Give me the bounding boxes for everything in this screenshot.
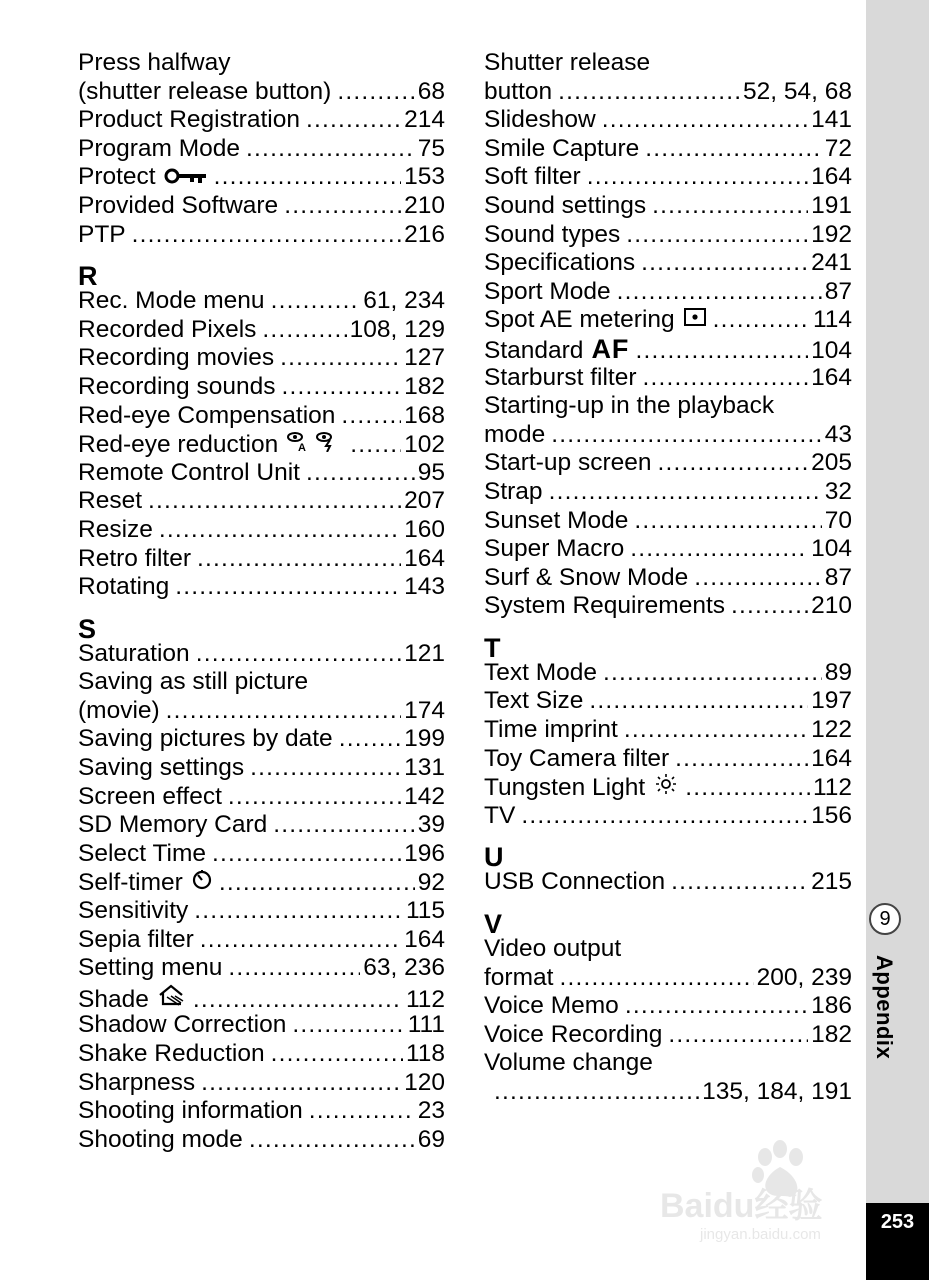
index-entry-label: Text Mode <box>484 658 598 686</box>
index-entry-label: Starburst filter <box>484 363 637 391</box>
index-entry-page: 196 <box>404 839 445 867</box>
index-entry-red-eye-compensation <box>78 402 445 431</box>
index-entry-recording-movies <box>78 344 445 373</box>
index-entry-red-eye-reduction <box>78 430 445 459</box>
index-entry-label: Shooting information <box>78 1097 303 1125</box>
index-entry-sound-types <box>484 221 852 250</box>
index-entry-product-registration <box>78 106 445 135</box>
index-entry-protect <box>78 163 445 192</box>
index-entry-page: 191 <box>811 191 852 219</box>
index-entry-page: 131 <box>404 754 445 782</box>
dot-leader <box>589 687 808 716</box>
index-entry-label: Rotating <box>78 573 170 601</box>
tungsten-light-icon <box>653 773 679 803</box>
index-entry-page: 63, 236 <box>363 954 445 982</box>
page-number: 253 <box>866 1203 929 1280</box>
index-entry-shadow-correction <box>78 1011 445 1040</box>
index-entry-page: 102 <box>404 431 445 459</box>
index-entry-page: 115 <box>405 897 445 925</box>
dot-leader <box>641 249 808 278</box>
dot-leader <box>603 659 822 688</box>
index-entry-shake-reduction <box>78 1040 445 1069</box>
dot-leader <box>228 783 401 812</box>
dot-leader <box>350 431 401 460</box>
index-entry-page: 95 <box>417 458 445 486</box>
index-entry-page: 216 <box>404 220 445 248</box>
index-entry-page: 23 <box>417 1097 445 1125</box>
index-entry-page: 186 <box>811 992 852 1020</box>
index-entry-sensitivity <box>78 897 445 926</box>
index-entry-label-line: Saving as still picture <box>78 668 309 696</box>
index-column-left <box>78 49 445 1154</box>
index-entry-page: 52, 54, 68 <box>743 77 852 105</box>
index-entry-page: 241 <box>811 249 852 277</box>
index-entry-page: 120 <box>404 1068 445 1096</box>
af-icon: AF <box>591 333 630 364</box>
index-entry-slideshow <box>484 106 852 135</box>
index-entry-label: Shade <box>78 985 149 1013</box>
dot-leader <box>214 163 401 192</box>
dot-leader <box>196 640 401 669</box>
index-entry-label: Spot AE metering <box>484 306 675 334</box>
index-entry-page: 164 <box>811 744 852 772</box>
dot-leader <box>200 926 401 955</box>
dot-leader <box>521 802 808 831</box>
index-column-right <box>484 49 852 1107</box>
index-entry-label-line: Volume change <box>484 1049 653 1077</box>
index-entry-label: (shutter release button) <box>78 77 332 105</box>
dot-leader <box>671 868 808 897</box>
index-entry-start-up-screen <box>484 449 852 478</box>
index-entry-label: Saving pictures by date <box>78 725 333 753</box>
index-entry-page: 112 <box>812 774 852 802</box>
index-entry-page: 164 <box>811 163 852 191</box>
dot-leader <box>685 774 810 803</box>
index-entry-volume-change <box>484 1078 852 1107</box>
index-entry-setting-menu <box>78 954 445 983</box>
index-entry-label: Recorded Pixels <box>78 315 257 343</box>
dot-leader <box>148 487 401 516</box>
dot-leader <box>175 573 401 602</box>
dot-leader <box>337 78 414 107</box>
index-entry-sunset-mode <box>484 507 852 536</box>
section-letter-s: S <box>78 613 97 644</box>
index-entry-recorded-pixels <box>78 316 445 345</box>
index-entry-voice-memo <box>484 992 852 1021</box>
watermark-url: jingyan.baidu.com <box>700 1226 821 1243</box>
index-entry-page: 104 <box>811 336 852 364</box>
index-entry-label-line: Video output <box>484 935 622 963</box>
index-entry-strap <box>484 478 852 507</box>
index-entry-label: Time imprint <box>484 716 618 744</box>
index-entry-time-imprint <box>484 716 852 745</box>
index-entry-soft-filter <box>484 163 852 192</box>
index-entry-label: Smile Capture <box>484 134 640 162</box>
section-letter-v: V <box>484 909 503 940</box>
dot-leader <box>634 507 821 536</box>
index-entry-label: Slideshow <box>484 106 596 134</box>
dot-leader <box>250 754 401 783</box>
index-entry-page: 43 <box>824 420 852 448</box>
red-eye-flash-icon <box>286 430 344 460</box>
index-entry-label: mode <box>484 420 546 448</box>
index-entry-page: 127 <box>404 344 445 372</box>
index-entry-page: 68 <box>417 77 445 105</box>
index-entry-label: Sound types <box>484 220 621 248</box>
index-entry-label: Sound settings <box>484 191 647 219</box>
dot-leader <box>132 221 401 250</box>
index-entry-label-line: Starting-up in the playback <box>484 392 775 420</box>
index-entry-tv <box>484 802 852 831</box>
index-entry-format <box>484 964 852 993</box>
index-entry-label: Self-timer <box>78 869 183 897</box>
index-entry-label: Soft filter <box>484 163 581 191</box>
dot-leader <box>166 697 401 726</box>
chapter-number-badge: 9 <box>869 903 901 935</box>
dot-leader <box>280 344 401 373</box>
dot-leader <box>731 592 808 621</box>
index-entry-page: 197 <box>811 687 852 715</box>
index-entry-page: 156 <box>811 801 852 829</box>
index-entry-page: 164 <box>404 925 445 953</box>
dot-leader <box>219 869 415 898</box>
index-entry-label: Sensitivity <box>78 897 189 925</box>
dot-leader <box>197 545 401 574</box>
index-entry-shooting-information <box>78 1097 445 1126</box>
dot-leader <box>549 478 822 507</box>
index-entry-mode <box>484 421 852 450</box>
index-entry-remote-control-unit <box>78 459 445 488</box>
index-entry-button <box>484 78 852 107</box>
index-entry-label: Product Registration <box>78 106 300 134</box>
dot-leader <box>558 78 740 107</box>
dot-leader <box>675 745 808 774</box>
index-entry-label: Recording movies <box>78 344 275 372</box>
index-entry-page: 199 <box>404 725 445 753</box>
dot-leader <box>668 1021 808 1050</box>
index-entry-label: Start-up screen <box>484 449 652 477</box>
index-entry-label: Resize <box>78 515 153 543</box>
index-entry-label: Remote Control Unit <box>78 458 300 486</box>
index-entry-label: Recording sounds <box>78 372 276 400</box>
dot-leader <box>626 221 808 250</box>
spot-metering-icon <box>683 306 707 335</box>
index-entry-retro-filter <box>78 545 445 574</box>
index-entry-page: 61, 234 <box>363 287 445 315</box>
index-entry-label: Protect <box>78 163 156 191</box>
index-entry-label: button <box>484 77 553 105</box>
index-entry-page: 114 <box>812 306 852 334</box>
index-entry-label: Specifications <box>484 249 636 277</box>
dot-leader <box>630 535 808 564</box>
index-entry-shutter-release-button <box>78 78 445 107</box>
dot-leader <box>212 840 401 869</box>
index-entry-page: 112 <box>405 985 445 1013</box>
index-entry-ptp <box>78 221 445 250</box>
index-entry-sport-mode <box>484 278 852 307</box>
dot-leader <box>159 516 401 545</box>
index-entry-label: Saving settings <box>78 754 245 782</box>
index-entry-label: Text Size <box>484 687 584 715</box>
index-entry-label: Reset <box>78 487 143 515</box>
chapter-sidebar <box>866 0 929 1280</box>
index-entry-sepia-filter <box>78 926 445 955</box>
index-entry-reset <box>78 487 445 516</box>
index-entry-label: Shake Reduction <box>78 1040 265 1067</box>
baidu-watermark-logo <box>660 1135 870 1245</box>
index-entry-super-macro <box>484 535 852 564</box>
dot-leader <box>494 1078 699 1107</box>
index-entry-label: Red-eye Compensation <box>78 401 336 429</box>
chapter-label: Appendix <box>872 955 897 1060</box>
dot-leader <box>658 449 809 478</box>
dot-leader <box>339 725 401 754</box>
index-entry-label: Super Macro <box>484 535 625 563</box>
index-entry-label: SD Memory Card <box>78 811 268 839</box>
dot-leader <box>617 278 822 307</box>
index-entry-label: Program Mode <box>78 134 241 162</box>
dot-leader <box>713 306 810 335</box>
index-entry-page: 122 <box>811 716 852 744</box>
index-entry-movie <box>78 697 445 726</box>
dot-leader <box>559 964 753 993</box>
index-entry-tungsten-light <box>484 773 852 802</box>
index-entry-label: Shadow Correction <box>78 1011 287 1039</box>
index-entry-label: Surf & Snow Mode <box>484 563 689 591</box>
index-entry-label: USB Connection <box>484 868 666 896</box>
index-entry-text-mode <box>484 659 852 688</box>
index-entry-starburst-filter <box>484 364 852 393</box>
index-entry-label: Standard <box>484 336 584 364</box>
index-entry-label: (movie) <box>78 696 160 724</box>
index-entry-sd-memory-card <box>78 811 445 840</box>
index-entry-page: 135, 184, 191 <box>702 1078 852 1105</box>
index-entry-page: 118 <box>405 1040 445 1067</box>
index-entry-page: 207 <box>404 487 445 515</box>
key-icon <box>164 163 208 192</box>
dot-leader <box>602 106 808 135</box>
index-entry-program-mode <box>78 135 445 164</box>
index-entry-page: 141 <box>811 106 852 134</box>
index-entry-page: 200, 239 <box>756 963 852 991</box>
index-entry-page: 32 <box>824 477 852 505</box>
index-entry-shooting-mode <box>78 1126 445 1155</box>
index-entry-surf-snow-mode <box>484 564 852 593</box>
index-entry-page: 87 <box>824 563 852 591</box>
index-entry-toy-camera-filter <box>484 745 852 774</box>
watermark-brand: Baidu经验 <box>660 1187 823 1225</box>
index-entry-page: 192 <box>811 220 852 248</box>
index-entry-label: format <box>484 963 554 991</box>
index-entry-smile-capture <box>484 135 852 164</box>
index-entry-label-line: Shutter release <box>484 49 651 76</box>
dot-leader <box>587 163 808 192</box>
dot-leader <box>284 192 401 221</box>
dot-leader <box>246 135 415 164</box>
index-entry-label: Sport Mode <box>484 277 611 305</box>
index-entry-label: Red-eye reduction <box>78 431 279 459</box>
index-entry-page: 182 <box>404 372 445 400</box>
index-entry-select-time <box>78 840 445 869</box>
dot-leader <box>228 954 360 983</box>
index-entry-label: PTP <box>78 220 126 248</box>
index-entry-sound-settings <box>484 192 852 221</box>
dot-leader <box>292 1011 404 1040</box>
index-entry-rec-mode-menu <box>78 287 445 316</box>
dot-leader <box>249 1126 415 1155</box>
index-entry-page: 121 <box>404 639 445 667</box>
index-entry-page: 214 <box>404 106 445 134</box>
dot-leader <box>281 373 401 402</box>
index-entry-page: 164 <box>404 544 445 572</box>
index-entry-page: 143 <box>404 573 445 601</box>
dot-leader <box>194 897 403 926</box>
index-entry-page: 210 <box>404 191 445 219</box>
dot-leader <box>341 402 401 431</box>
index-entry-label: Provided Software <box>78 191 279 219</box>
index-entry-label: System Requirements <box>484 592 726 620</box>
index-entry-label: Select Time <box>78 839 206 867</box>
dot-leader <box>694 564 821 593</box>
index-entry-label: Strap <box>484 477 543 505</box>
index-entry-rotating <box>78 573 445 602</box>
index-entry-saturation <box>78 640 445 669</box>
shade-icon <box>157 983 187 1015</box>
index-entry-resize <box>78 516 445 545</box>
index-entry-page: 215 <box>811 868 852 896</box>
section-letter-r: R <box>78 261 98 292</box>
index-entry-provided-software <box>78 192 445 221</box>
index-entry-page: 89 <box>824 658 852 686</box>
index-entry-label: Sharpness <box>78 1068 196 1096</box>
index-entry-page: 174 <box>404 696 445 724</box>
index-entry-label: Sepia filter <box>78 925 194 953</box>
index-entry-label-line: Press halfway <box>78 49 231 76</box>
dot-leader <box>271 287 361 316</box>
index-entry-usb-connection <box>484 868 852 897</box>
index-entry-page: 87 <box>824 277 852 305</box>
dot-leader <box>306 459 415 488</box>
dot-leader <box>271 1040 403 1069</box>
svg-text:A: A <box>298 442 307 453</box>
dot-leader <box>273 811 415 840</box>
index-entry-page: 104 <box>811 535 852 563</box>
index-entry-saving-pictures-by-date <box>78 725 445 754</box>
index-entry-screen-effect <box>78 783 445 812</box>
index-entry-page: 160 <box>404 515 445 543</box>
index-entry-specifications <box>484 249 852 278</box>
index-entry-page: 108, 129 <box>349 315 445 343</box>
dot-leader <box>193 986 403 1015</box>
section-letter-t: T <box>484 632 501 663</box>
dot-leader <box>201 1069 401 1098</box>
index-entry-system-requirements <box>484 592 852 621</box>
index-entry-label: Rec. Mode menu <box>78 287 265 315</box>
index-entry-page: 92 <box>417 869 445 897</box>
index-entry-page: 142 <box>404 782 445 810</box>
dot-leader <box>309 1097 415 1126</box>
index-entry-spot-ae-metering <box>484 306 852 335</box>
self-timer-icon <box>191 868 213 898</box>
dot-leader <box>643 364 809 393</box>
index-entry-page: 210 <box>811 592 852 620</box>
index-entry-page: 75 <box>417 134 445 162</box>
index-entry-page: 70 <box>824 506 852 534</box>
index-entry-voice-recording <box>484 1021 852 1050</box>
index-entry-page: 164 <box>811 363 852 391</box>
index-entry-shade <box>78 983 445 1012</box>
index-entry-label: Toy Camera filter <box>484 744 670 772</box>
index-entry-page: 69 <box>417 1125 445 1153</box>
dot-leader <box>624 716 808 745</box>
dot-leader <box>645 135 822 164</box>
index-entry-page: 111 <box>407 1011 445 1039</box>
index-entry-recording-sounds <box>78 373 445 402</box>
index-entry-label: Setting menu <box>78 954 223 982</box>
section-letter-u: U <box>484 842 504 873</box>
index-entry-page: 153 <box>404 163 445 191</box>
index-entry-page: 205 <box>811 449 852 477</box>
index-entry-label: Tungsten Light <box>484 774 646 802</box>
index-entry-label: Retro filter <box>78 544 192 572</box>
index-entry-page: 39 <box>417 811 445 839</box>
index-entry-label: Sunset Mode <box>484 506 629 534</box>
index-entry-label: Shooting mode <box>78 1125 243 1153</box>
dot-leader <box>551 421 821 450</box>
index-entry-label: Voice Recording <box>484 1020 663 1048</box>
index-entry-page: 182 <box>811 1020 852 1048</box>
dot-leader <box>652 192 808 221</box>
index-entry-saving-settings <box>78 754 445 783</box>
dot-leader <box>262 316 346 345</box>
index-entry-label: Screen effect <box>78 782 222 810</box>
index-entry-label: TV <box>484 801 516 829</box>
dot-leader <box>635 337 808 366</box>
index-entry-page: 72 <box>824 134 852 162</box>
index-entry-sharpness <box>78 1069 445 1098</box>
index-entry-self-timer <box>78 868 445 897</box>
dot-leader <box>625 992 808 1021</box>
index-entry-standard <box>484 335 852 364</box>
index-entry-text-size <box>484 687 852 716</box>
dot-leader <box>306 106 401 135</box>
index-entry-label: Saturation <box>78 639 190 667</box>
index-entry-page: 168 <box>404 401 445 429</box>
index-entry-label: Voice Memo <box>484 992 619 1020</box>
